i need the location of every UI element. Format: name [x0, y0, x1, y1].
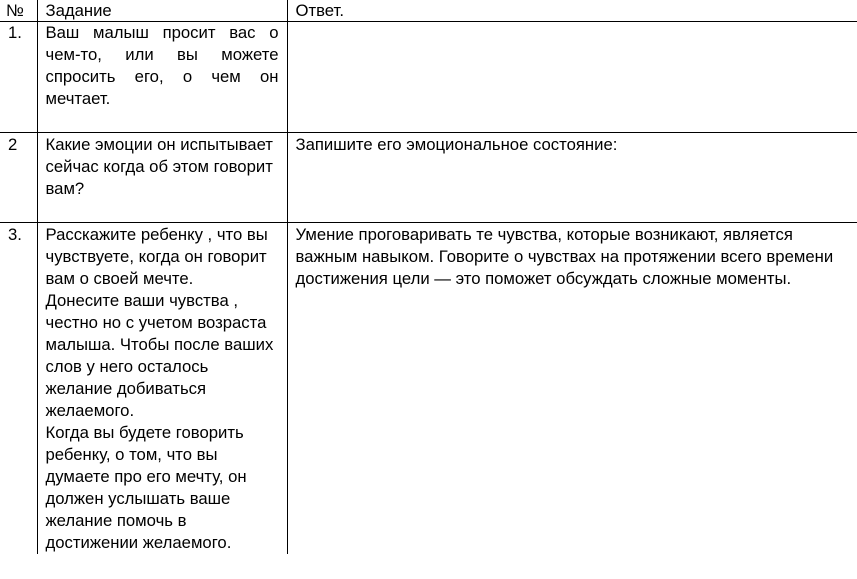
- table-header-row: [0, 0, 857, 22]
- row-number: 1.: [0, 22, 37, 133]
- row-number: 3.: [8, 225, 22, 244]
- header-number: №: [0, 0, 37, 22]
- row-answer: Запишите его эмоциональное состояние:: [287, 133, 857, 223]
- header-task: Задание: [37, 0, 287, 22]
- task-text: Расскажите ребенку , что вы чувствуете, когда он говорит вам о своей мечте.: [45, 225, 268, 288]
- row-task: [37, 223, 287, 555]
- table-row: [0, 223, 857, 555]
- task-text: Какие эмоции он испытывает сейчас когда об этом говорит вам?: [45, 135, 273, 198]
- row-task: [37, 133, 287, 223]
- row-answer: Умение проговаривать те чувства, которые возникают, является важным навыком. Говорите о чувствах на протяжении всего времени достижения цели — это поможет обсуждать сложные моменты.: [287, 223, 857, 555]
- row-number: 2: [0, 133, 37, 223]
- task-text: Когда вы будете говорить ребенку, о том, что вы думаете про его мечту, он должен услышать ваше желание помочь в достижении желаемого.: [45, 423, 247, 552]
- task-text: Донесите ваши чувства , честно но с учетом возраста малыша. Чтобы после ваших слов у него осталось желание добиваться желаемого.: [45, 291, 274, 420]
- table-row: [0, 133, 857, 223]
- task-text: Ваш малыш просит вас о чем-то, или вы можете спросить его, о чем он мечтает.: [45, 23, 279, 108]
- row-task: [37, 22, 287, 133]
- header-answer: Ответ.: [287, 0, 857, 22]
- row-answer: [287, 22, 857, 133]
- table-row: [0, 22, 857, 133]
